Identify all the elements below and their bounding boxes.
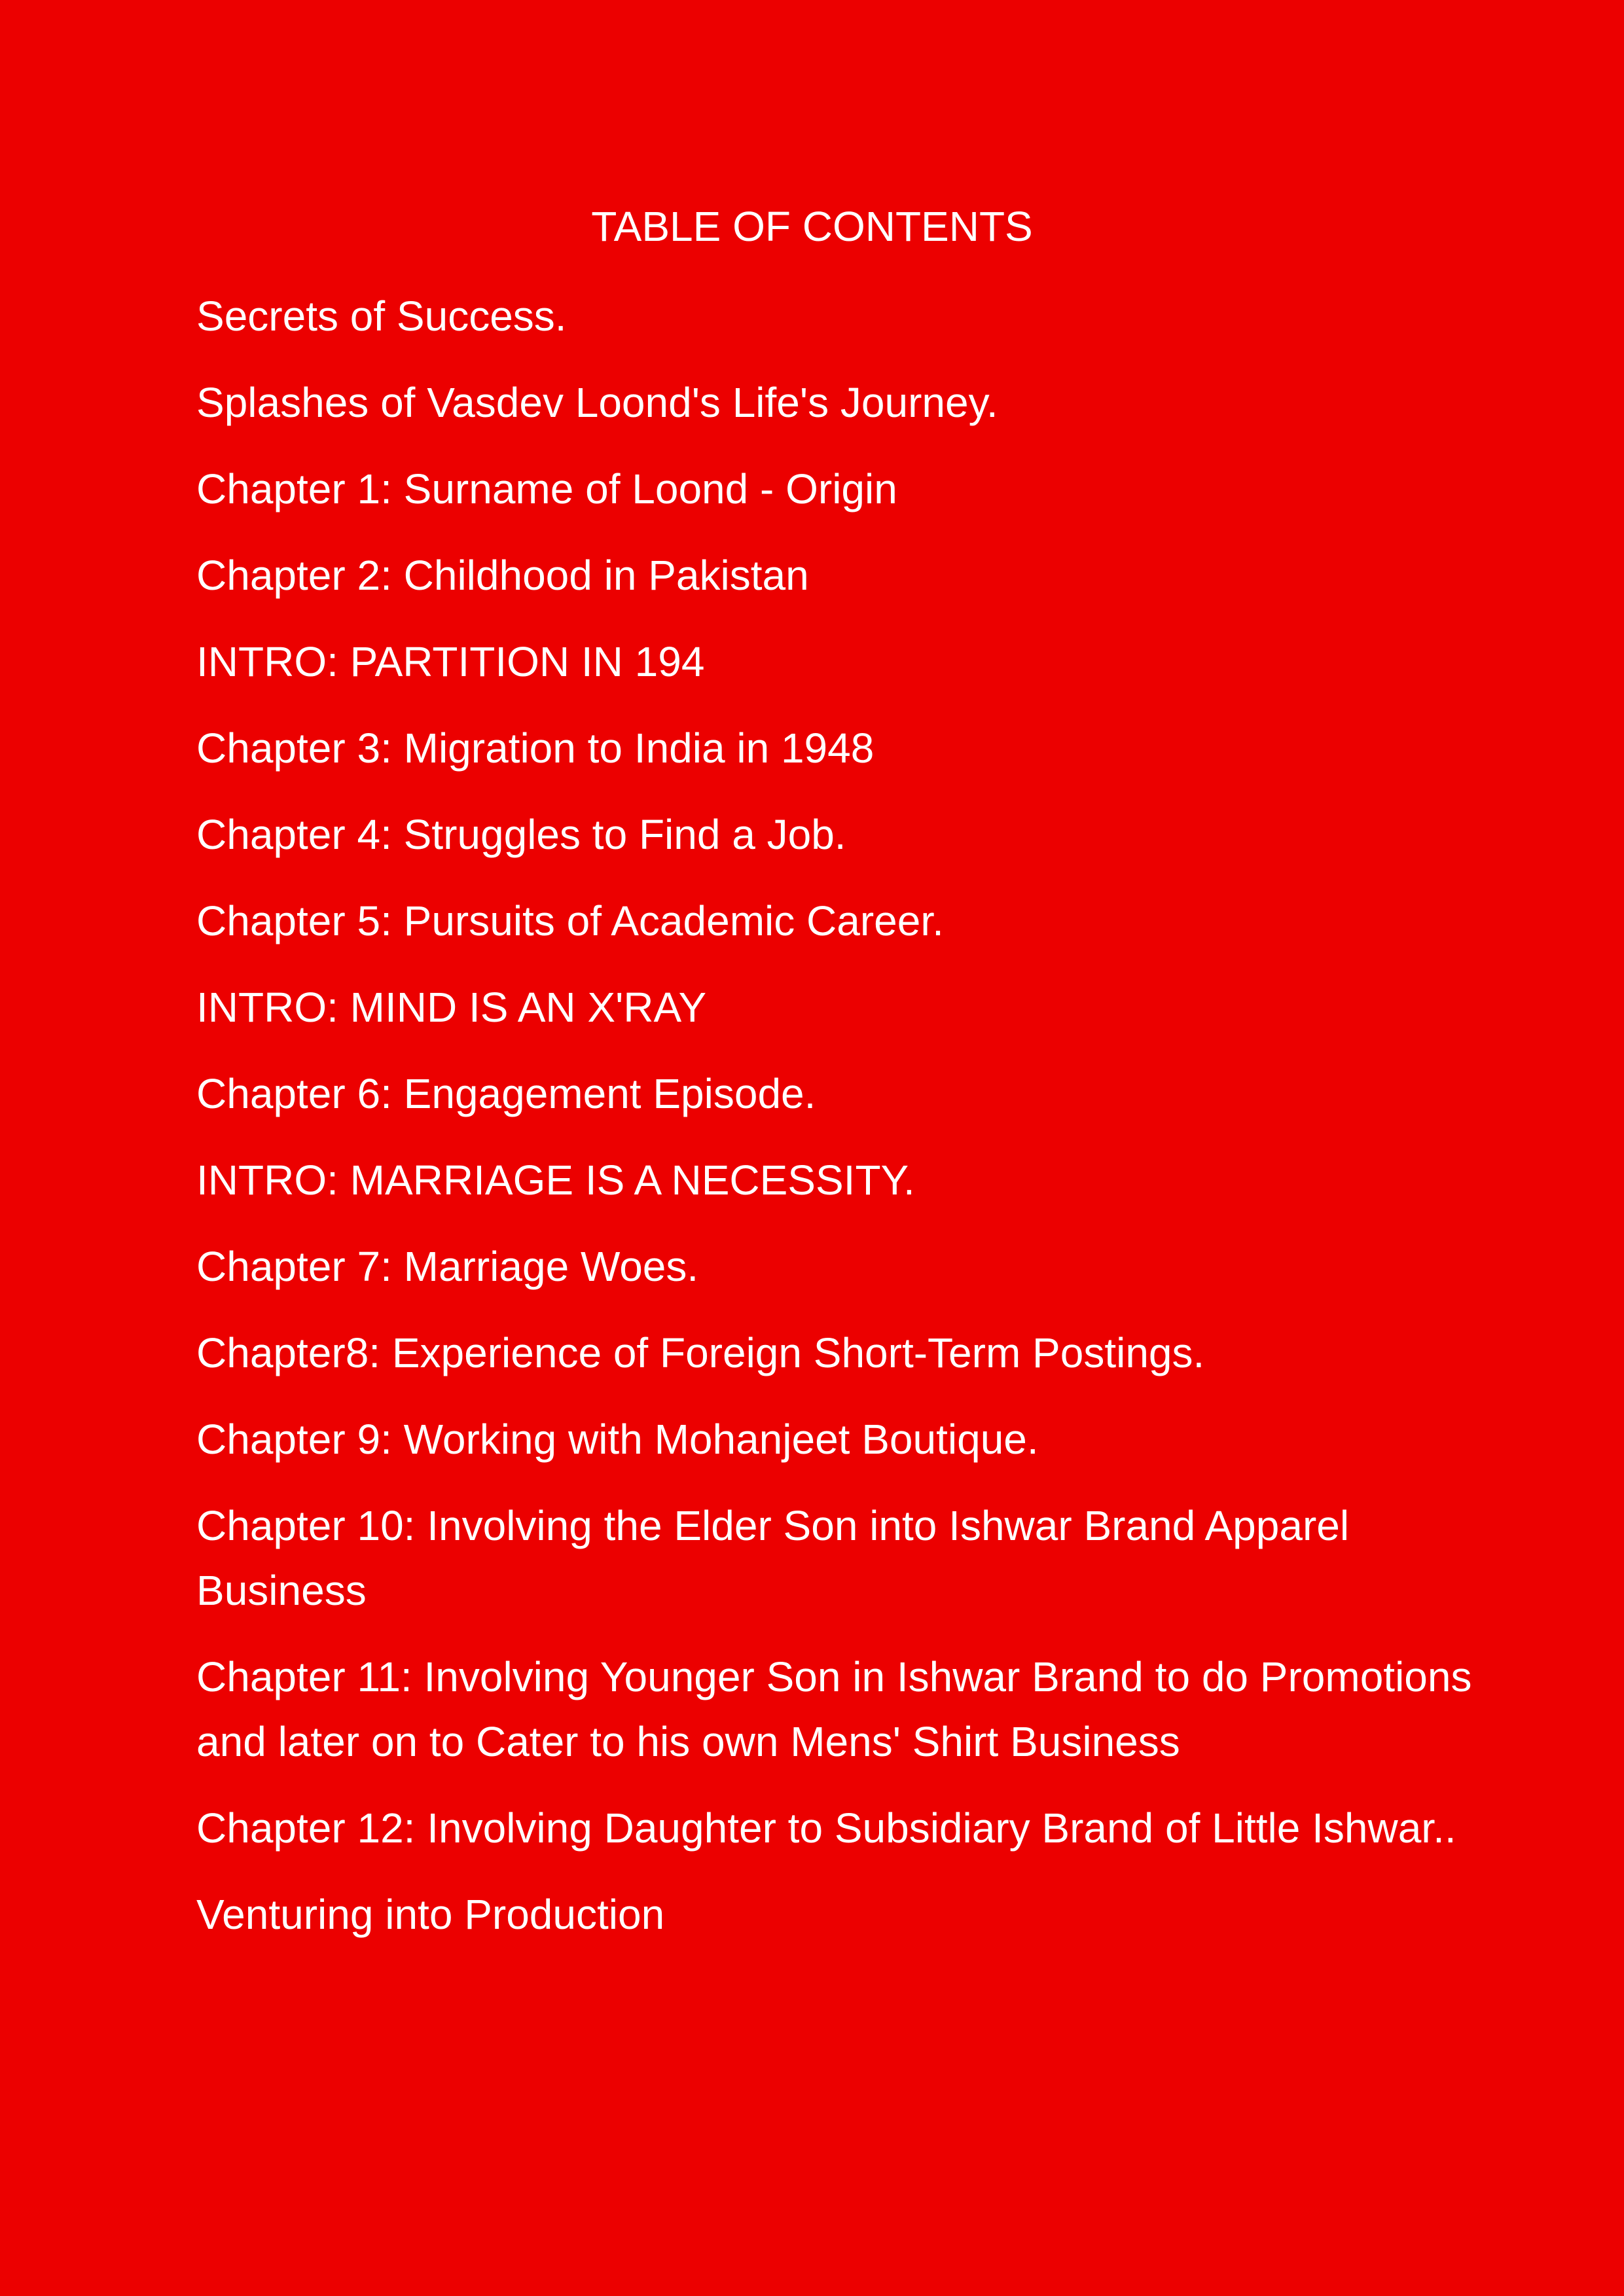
toc-list bbox=[196, 284, 1479, 1969]
toc-entry-splashes: Splashes of Vasdev Loond's Life's Journey. bbox=[196, 379, 998, 426]
toc-entry-chapter-3: Chapter 3: Migration to India in 1948 bbox=[196, 725, 875, 772]
toc-entry-chapter-12: Chapter 12: Involving Daughter to Subsidiary Brand of Little Ishwar.. bbox=[196, 1804, 1456, 1852]
page-title: TABLE OF CONTENTS bbox=[591, 203, 1033, 250]
toc-entry-secrets-of-success: Secrets of Success. bbox=[196, 293, 567, 340]
toc-entry-chapter-9: Chapter 9: Working with Mohanjeet Boutique. bbox=[196, 1416, 1039, 1463]
toc-entry-chapter-6: Chapter 6: Engagement Episode. bbox=[196, 1070, 816, 1117]
toc-entry-intro-mind: INTRO: MIND IS AN X'RAY bbox=[196, 984, 707, 1031]
toc-entry-chapter-10: Chapter 10: Involving the Elder Son into Ishwar Brand Apparel Business bbox=[196, 1502, 1350, 1614]
toc-entry-chapter-8: Chapter8: Experience of Foreign Short-Term Postings. bbox=[196, 1329, 1205, 1376]
toc-entry-intro-partition: INTRO: PARTITION IN 194 bbox=[196, 638, 705, 685]
toc-entry-chapter-2: Chapter 2: Childhood in Pakistan bbox=[196, 552, 809, 599]
toc-entry-venturing-into-production: Venturing into Production bbox=[196, 1891, 665, 1938]
toc-entry-chapter-7: Chapter 7: Marriage Woes. bbox=[196, 1243, 699, 1290]
toc-entry-chapter-11: Chapter 11: Involving Younger Son in Ishwar Brand to do Promotions and later on to Cater to his own Mens' Shirt Business bbox=[196, 1653, 1472, 1765]
toc-entry-chapter-1: Chapter 1: Surname of Loond - Origin bbox=[196, 465, 897, 512]
toc-entry-chapter-4: Chapter 4: Struggles to Find a Job. bbox=[196, 811, 846, 858]
toc-entry-intro-marriage: INTRO: MARRIAGE IS A NECESSITY. bbox=[196, 1157, 915, 1204]
toc-entry-chapter-5: Chapter 5: Pursuits of Academic Career. bbox=[196, 897, 944, 944]
